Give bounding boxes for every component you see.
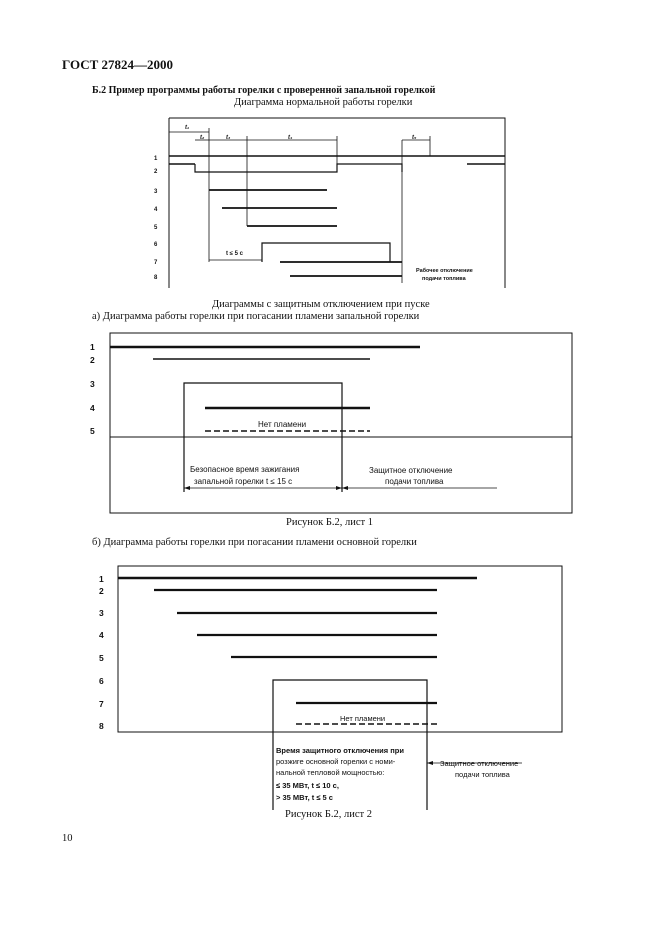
signal-row-6 (273, 680, 427, 810)
shutdown-line-1: Защитное отключение (440, 759, 519, 768)
row-label-4: 4 (90, 403, 95, 413)
interval-label: t ≤ 5 с (226, 251, 243, 257)
row-label-3: 3 (154, 189, 158, 195)
timing-label-t4: t₄ (288, 135, 293, 141)
section-title: Б.2 Пример программы работы горелки с проверенной запальной горелкой (92, 85, 436, 96)
shutdown-line-1: Защитное отключение (369, 466, 453, 475)
row-label-5: 5 (99, 653, 104, 663)
row-label-3: 3 (99, 608, 104, 618)
normal-diagram-title: Диаграмма нормальной работы горелки (234, 97, 413, 108)
no-flame-label: Нет пламени (340, 714, 386, 723)
row-label-7: 7 (154, 260, 158, 266)
timing-label-t2: t₂ (200, 135, 205, 141)
safe-time-line-2: запальной горелки t ≤ 15 с (194, 477, 293, 486)
row-label-5: 5 (90, 426, 95, 436)
row-label-7: 7 (99, 699, 104, 709)
time-line-2: розжиге основной горелки с номи- (276, 757, 396, 766)
figure-caption-2: Рисунок Б.2, лист 2 (285, 809, 372, 820)
row-label-2: 2 (90, 355, 95, 365)
row-label-1: 1 (90, 342, 95, 352)
shutdown-line-2: подачи топлива (455, 770, 510, 779)
page-number: 10 (62, 833, 73, 844)
row-label-8: 8 (154, 275, 158, 281)
row-label-5: 5 (154, 225, 158, 231)
document-header: ГОСТ 27824—2000 (62, 57, 174, 72)
row-label-4: 4 (154, 207, 158, 213)
row-label-6: 6 (154, 242, 158, 248)
fig-a-title: а) Диаграмма работы горелки при погасании пламени запальной горелки (92, 311, 420, 322)
row-label-2: 2 (99, 586, 104, 596)
time-line-5: > 35 МВт, t ≤ 5 с (276, 793, 333, 802)
row-label-6: 6 (99, 676, 104, 686)
row-label-2: 2 (154, 169, 158, 175)
row-label-1: 1 (154, 156, 158, 162)
note-line-2: подачи топлива (422, 276, 466, 282)
row-label-8: 8 (99, 721, 104, 731)
timing-label-t1: t₁ (185, 125, 190, 131)
shutdown-line-2: подачи топлива (385, 477, 444, 486)
time-line-4: ≤ 35 МВт, t ≤ 10 с, (276, 781, 339, 790)
timing-label-t3: t₃ (226, 135, 231, 141)
time-line-3: нальной тепловой мощностью: (276, 768, 385, 777)
time-line-1: Время защитного отключения при (276, 746, 404, 755)
fig-b-title: б) Диаграмма работы горелки при погасании пламени основной горелки (92, 537, 417, 548)
no-flame-label: Нет пламени (258, 420, 307, 429)
note-line-1: Рабочее отключение (416, 268, 473, 274)
timing-label-t5: t₅ (412, 135, 417, 141)
row-label-4: 4 (99, 630, 104, 640)
figure-caption-1: Рисунок Б.2, лист 1 (286, 517, 373, 528)
protective-title: Диаграммы с защитным отключением при пуске (212, 299, 430, 310)
row-label-3: 3 (90, 379, 95, 389)
safe-time-line-1: Безопасное время зажигания (190, 465, 300, 474)
row-label-1: 1 (99, 574, 104, 584)
